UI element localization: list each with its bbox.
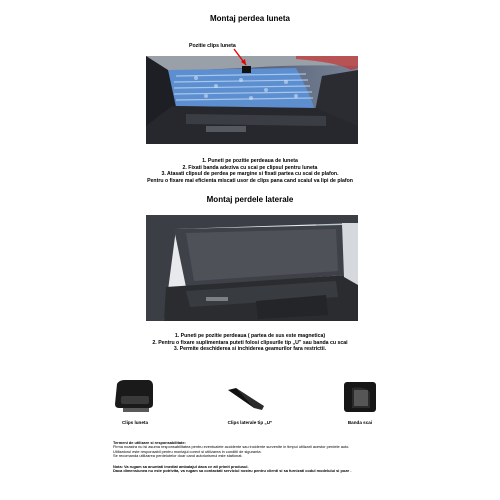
- luneta-clip-image: [113, 378, 155, 414]
- terms-block: [113, 441, 413, 459]
- part-label: Clips laterale tip „U”: [227, 420, 273, 425]
- terms-heading: Termeni de utilizare si responsabilitate:: [113, 440, 186, 445]
- rear-step: 1. Puneti pe pozitie perdeaua de luneta: [202, 158, 298, 164]
- side-instructions: [0, 333, 500, 353]
- rear-step: Pentru o fixare mai eficienta miscati usor de clips pana cand scaiul va lipi de plafon: [147, 177, 353, 184]
- side-section-title: Montaj perdele laterale: [206, 195, 294, 204]
- rear-step: 2. Fixati banda adeziva cu scai pe clipsul pentru luneta: [182, 164, 318, 171]
- terms-line: Firma noastra nu isi asuma responsabilitatea pentru eventualele accidente sau incidente survenite in timpul utilizarii acestor perdele auto.: [113, 444, 350, 450]
- note-line: Nota: Va rugam sa anuntati imediat ambalajul daca ce ati primit produsul.: [113, 464, 249, 469]
- u-clip-image: [224, 384, 270, 416]
- velcro-tape-image: [340, 378, 380, 416]
- side-step: 1. Puneti pe pozitie perdeaua ( partea de sus este magnetica): [174, 333, 326, 339]
- note-line: Daca dimensiunea nu este potrivita, va rugam sa contactati serviciul nostru pentru clienti si sa furnizati codul modelului si poze .: [113, 468, 352, 474]
- note-block: [113, 465, 413, 474]
- part-label: Clips luneta: [121, 420, 149, 425]
- part-label: Banda scai: [347, 420, 373, 425]
- terms-line: Se recomanda utilizarea perdelutelor doar cand autoturismul este stationat.: [113, 453, 243, 459]
- callout-arrow-icon: [230, 47, 254, 71]
- terms-line: Utilizatorul este responsabil pentru montajul corect si utilizarea in conditii de siguranta.: [113, 448, 262, 454]
- rear-section-title: Montaj perdea luneta: [209, 14, 290, 23]
- rear-step: 3. Atasati clipsul de perdea pe margine si fixati partea cu scai de plafon.: [161, 171, 339, 178]
- side-window-photo: [146, 215, 358, 321]
- side-step: 3. Permite deschiderea si inchiderea geamurilor fara restrictii.: [173, 346, 327, 353]
- clip-position-callout: Pozitie clips luneta: [189, 43, 236, 49]
- rear-instructions: [0, 158, 500, 184]
- side-step: 2. Pentru o fixare suplimentara puteti folosi clipsurile tip „U” sau banda cu scai: [152, 339, 348, 346]
